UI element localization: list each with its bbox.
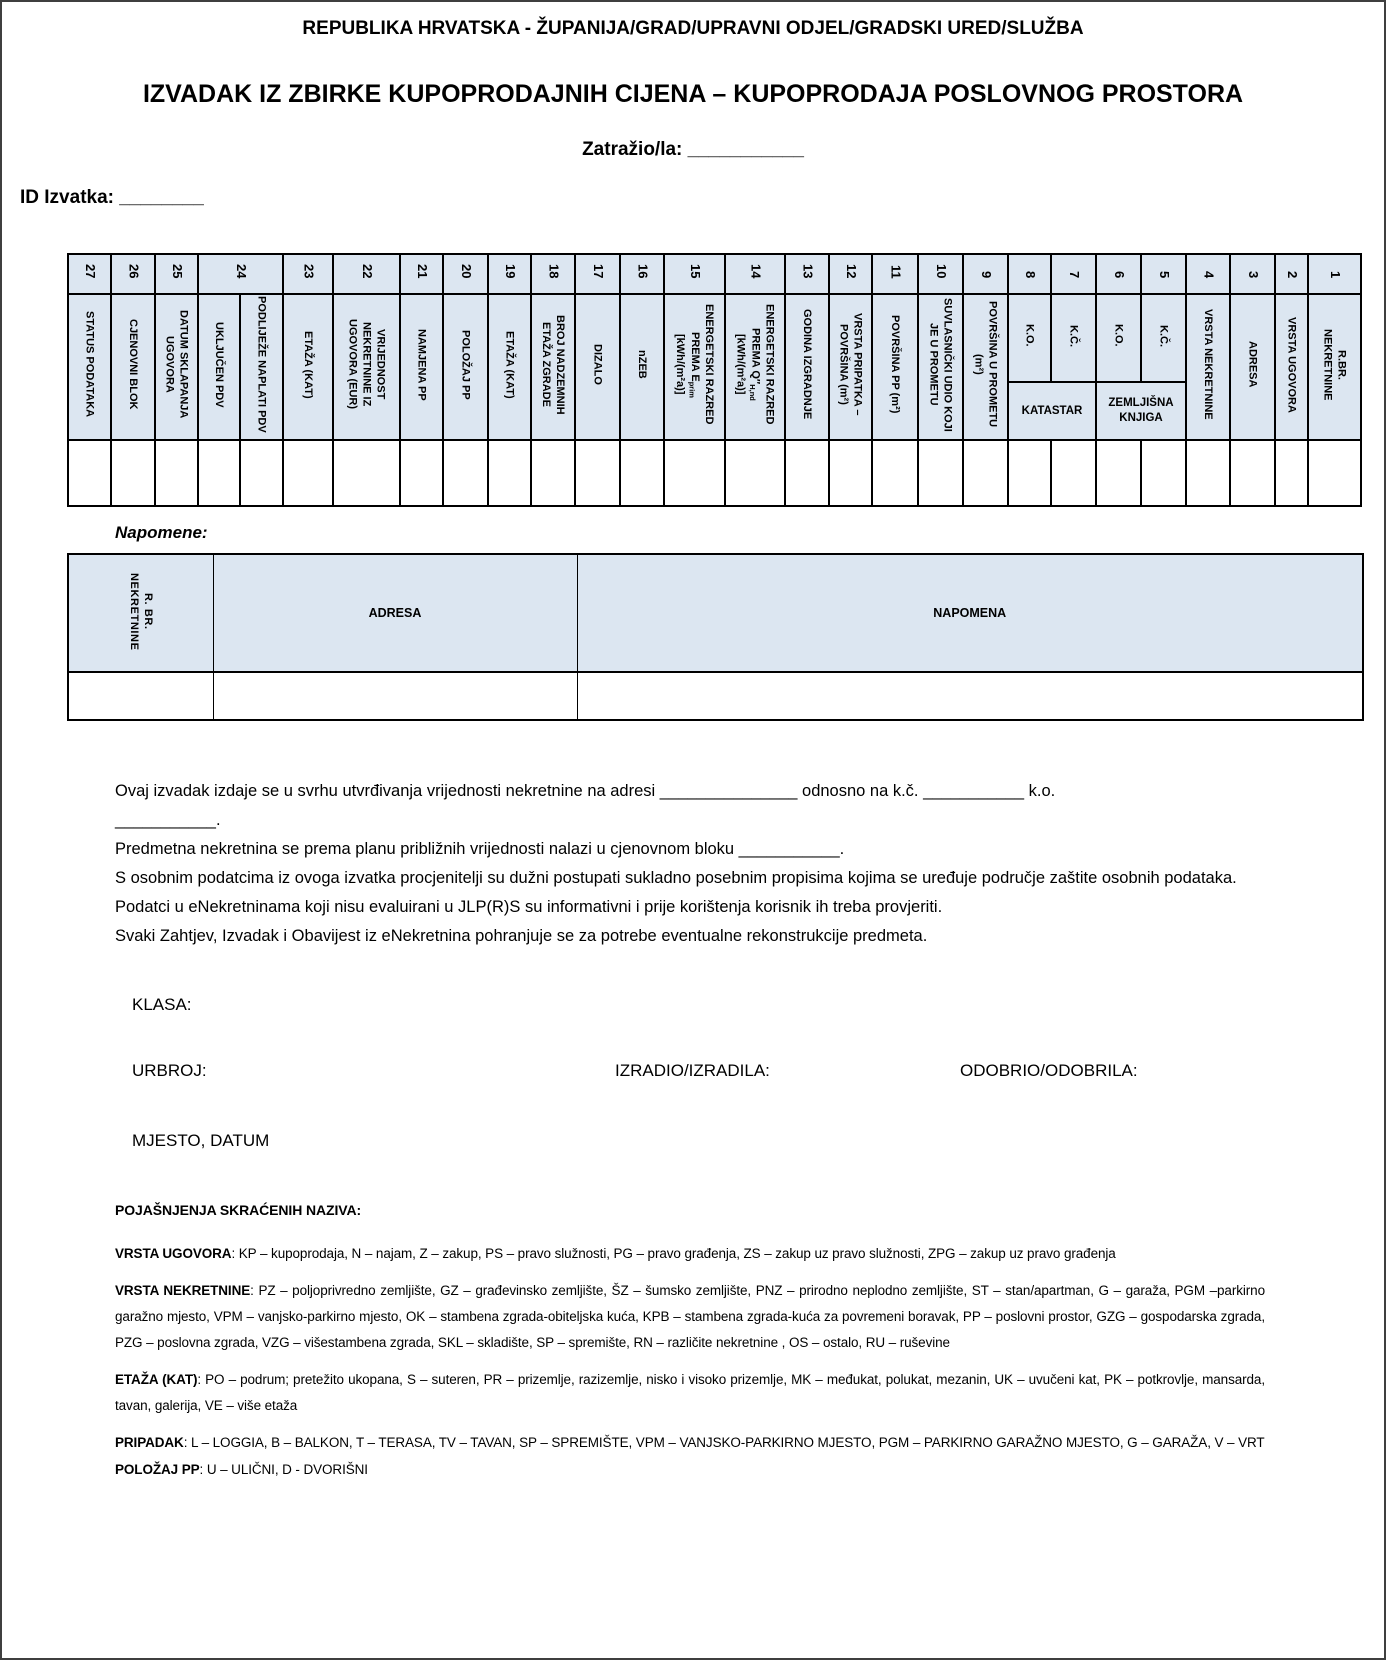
col-2-header: VRSTA UGOVORA	[1275, 294, 1308, 440]
extract-id-line	[20, 187, 1384, 209]
notes-cell-adresa	[213, 672, 577, 720]
data-cell-15	[664, 440, 725, 506]
katastar-group-header: KATASTAR	[1008, 382, 1096, 440]
col-22-number: 22	[333, 254, 400, 294]
col-13-number: 13	[785, 254, 829, 294]
col-15-number: 15	[664, 254, 725, 294]
col-7-number: 7	[1051, 254, 1096, 294]
col-26-number: 26	[111, 254, 155, 294]
legend-pripadak: PRIPADAK: L – LOGGIA, B – BALKON, T – TERASA, TV – TAVAN, SP – SPREMIŠTE, VPM – VANJSKO-PARKIRNO MJESTO, PGM – PARKIRNO GARAŽNO MJESTO, G – GARAŽA, V – VRT	[115, 1435, 1265, 1450]
data-cell-1	[1308, 440, 1361, 506]
disclaimer-paragraph: Podatci u eNekretninama koji nisu evaluirani u JLP(R)S su informativni i prije korištenja korisnik ih treba provjeriti.	[115, 898, 943, 916]
notes-col-rbr-header: R. BR. NEKRETNINE	[68, 554, 213, 672]
signature-fields-row	[2, 1061, 1384, 1083]
col-1-header: R.BR. NEKRETNINE	[1308, 294, 1361, 440]
notes-table	[67, 553, 1364, 721]
col-9-number: 9	[963, 254, 1008, 294]
col-26-header: CJENOVNI BLOK	[111, 294, 155, 440]
col-19-header: ETAŽA (KAT)	[488, 294, 531, 440]
col-27-header: STATUS PODATAKA	[68, 294, 111, 440]
data-cell-14	[725, 440, 785, 506]
column-label-row	[68, 294, 1361, 382]
col-24-number: 24	[198, 254, 283, 294]
data-cell-7	[1051, 440, 1096, 506]
price-block-paragraph: Predmetna nekretnina se prema planu približnih vrijednosti nalazi u cjenovnom bloku ___________.	[115, 840, 845, 858]
col-5-header: K.Č.	[1141, 294, 1186, 382]
requested-by-blank: ___________	[687, 139, 804, 160]
col-17-number: 17	[575, 254, 620, 294]
data-cell-10	[918, 440, 963, 506]
data-cell-8	[1008, 440, 1051, 506]
col-6-header: K.O.	[1096, 294, 1141, 382]
col-21-header: NAMJENA PP	[400, 294, 443, 440]
col-25-header: DATUM SKLAPANJA UGOVORA	[155, 294, 198, 440]
col-22-header: VRIJEDNOST NEKRETNINE IZ UGOVORA (EUR)	[333, 294, 400, 440]
col-8-header: K.O.	[1008, 294, 1051, 382]
abbreviations-legend	[115, 1197, 1265, 1483]
body-text	[115, 777, 1275, 951]
notes-heading: Napomene:	[115, 523, 208, 542]
col-11-number: 11	[872, 254, 918, 294]
col-11-header: POVRŠINA PP (m²)	[872, 294, 918, 440]
column-number-row	[68, 254, 1361, 294]
requested-by-line	[2, 139, 1384, 161]
legend-polozaj-pp: POLOŽAJ PP: U – ULIČNI, D - DVORIŠNI	[115, 1462, 368, 1477]
col-17-header: DIZALO	[575, 294, 620, 440]
purpose-paragraph: Ovaj izvadak izdaje se u svrhu utvrđivanja vrijednosti nekretnine na adresi _______________ odnosno na k.č. ___________ k.o. ___________.	[115, 782, 1056, 829]
data-cell-20	[443, 440, 488, 506]
col-21-number: 21	[400, 254, 443, 294]
data-cell-25	[155, 440, 198, 506]
col-18-header: BROJ NADZEMNIH ETAŽA ZGRADE	[531, 294, 575, 440]
col-18-number: 18	[531, 254, 575, 294]
notes-empty-row	[68, 672, 1363, 720]
col-15-header: ENERGETSKI RAZRED PREMA $E_{prim}$ [kWh/(m²a)]	[664, 294, 725, 440]
zemljisna-knjiga-group-header: ZEMLJIŠNA KNJIGA	[1096, 382, 1186, 440]
col-2-number: 2	[1275, 254, 1308, 294]
notes-cell-rbr	[68, 672, 213, 720]
data-cell-23	[283, 440, 333, 506]
col-14-number: 14	[725, 254, 785, 294]
data-cell-4	[1186, 440, 1230, 506]
col-14-header: ENERGETSKI RAZRED PREMA $Q''_{H,nd}$ [kWh/(m²a)]	[725, 294, 785, 440]
col-16-header: nZEB	[620, 294, 664, 440]
price-collection-table	[67, 253, 1362, 507]
izradio-field: IZRADIO/IZRADILA:	[615, 1061, 770, 1080]
personal-data-paragraph: S osobnim podatcima iz ovoga izvatka procjenitelji su dužni postupati sukladno posebnim propisima kojima se uređuje područje zaštite osobnih podataka.	[115, 869, 1237, 887]
empty-data-row	[68, 440, 1361, 506]
data-cell-3	[1230, 440, 1275, 506]
requested-by-label: Zatražio/la:	[582, 139, 683, 160]
data-cell-2	[1275, 440, 1308, 506]
legend-etaza: ETAŽA (KAT): PO – podrum; pretežito ukopana, S – suteren, PR – prizemlje, razizemlje, nisko i visoko prizemlje, MK – međukat, polukat, mezanin, UK – uvučeni kat, PK – potkrovlje, mansarda, tavan, galerija, VE – više etaža	[115, 1372, 1265, 1413]
legend-heading: POJAŠNJENJA SKRAĆENIH NAZIVA:	[115, 1202, 362, 1218]
archive-paragraph: Svaki Zahtjev, Izvadak i Obavijest iz eNekretnina pohranjuje se za potrebe eventualne rekonstrukcije predmeta.	[115, 927, 928, 945]
col-1-number: 1	[1308, 254, 1361, 294]
data-cell-11	[872, 440, 918, 506]
col-16-number: 16	[620, 254, 664, 294]
notes-col-napomena-header: NAPOMENA	[577, 554, 1363, 672]
notes-col-adresa-header: ADRESA	[213, 554, 577, 672]
col-20-number: 20	[443, 254, 488, 294]
urbroj-field: URBROJ:	[132, 1061, 207, 1080]
org-header: REPUBLIKA HRVATSKA - ŽUPANIJA/GRAD/UPRAVNI ODJEL/GRADSKI URED/SLUŽBA	[302, 18, 1084, 39]
data-cell-5	[1141, 440, 1186, 506]
data-cell-22	[333, 440, 400, 506]
data-cell-26	[111, 440, 155, 506]
place-date-field: MJESTO, DATUM	[132, 1131, 270, 1150]
legend-vrsta-ugovora: VRSTA UGOVORA: KP – kupoprodaja, N – najam, Z – zakup, PS – pravo služnosti, PG – pravo građenja, ZS – zakup uz pravo služnosti, ZPG – zakup uz pravo građenja	[115, 1246, 1116, 1261]
col-24-right-header: PODLIJEŽE NAPLATI PDV	[240, 294, 283, 440]
data-cell-12	[829, 440, 872, 506]
data-cell-13	[785, 440, 829, 506]
data-cell-21	[400, 440, 443, 506]
notes-header-row	[68, 554, 1363, 672]
col-25-number: 25	[155, 254, 198, 294]
col-19-number: 19	[488, 254, 531, 294]
legend-vrsta-nekretnine: VRSTA NEKRETNINE: PZ – poljoprivredno zemljište, GZ – građevinsko zemljište, ŠZ – šumsko zemljište, PNZ – prirodno neplodno zemljište, ST – stan/apartman, G – garaža, PGM –parkirno garažno mjesto, VPM – vanjsko-parkirno mjesto, OK – stambena zgrada-obiteljska kuća, KPB – stambena zgrada-kuća za povremeni boravak, PP – poslovni prostor, GZG – gospodarska zgrada, PZG – poslovna zgrada, VZG – višestambena zgrada, SKL – skladište, SP – spremište, RN – različite nekretnine , OS – ostalo, RU – ruševine	[115, 1283, 1265, 1350]
data-cell-9	[963, 440, 1008, 506]
extract-id-label: ID Izvatka:	[20, 187, 114, 208]
col-23-number: 23	[283, 254, 333, 294]
data-cell-27	[68, 440, 111, 506]
klasa-field: KLASA:	[132, 995, 192, 1014]
col-13-header: GODINA IZGRADNJE	[785, 294, 829, 440]
col-9-header: POVRŠINA U PROMETU (m²)	[963, 294, 1008, 440]
col-10-header: SUVLASNIČKI UDIO KOJI JE U PROMETU	[918, 294, 963, 440]
col-4-header: VRSTA NEKRETNINE	[1186, 294, 1230, 440]
col-3-number: 3	[1230, 254, 1275, 294]
data-cell-16	[620, 440, 664, 506]
col-3-header: ADRESA	[1230, 294, 1275, 440]
col-12-number: 12	[829, 254, 872, 294]
col-6-number: 6	[1096, 254, 1141, 294]
col-24-left-header: UKLJUČEN PDV	[198, 294, 240, 440]
col-23-header: ETAŽA (KAT)	[283, 294, 333, 440]
extract-id-blank: ________	[119, 187, 204, 208]
data-cell-19	[488, 440, 531, 506]
page-title: IZVADAK IZ ZBIRKE KUPOPRODAJNIH CIJENA – KUPOPRODAJA POSLOVNOG PROSTORA	[142, 80, 1244, 108]
col-5-number: 5	[1141, 254, 1186, 294]
data-cell-18	[531, 440, 575, 506]
data-cell-6	[1096, 440, 1141, 506]
data-cell-24-right	[240, 440, 283, 506]
odobrio-field: ODOBRIO/ODOBRILA:	[960, 1061, 1138, 1080]
data-cell-17	[575, 440, 620, 506]
col-27-number: 27	[68, 254, 111, 294]
col-4-number: 4	[1186, 254, 1230, 294]
col-12-header: VRSTA PRIPATKA – POVRŠINA (m²)	[829, 294, 872, 440]
notes-cell-napomena	[577, 672, 1363, 720]
col-10-number: 10	[918, 254, 963, 294]
data-cell-24-left	[198, 440, 240, 506]
col-8-number: 8	[1008, 254, 1051, 294]
col-7-header: K.Č.	[1051, 294, 1096, 382]
col-20-header: POLOŽAJ PP	[443, 294, 488, 440]
